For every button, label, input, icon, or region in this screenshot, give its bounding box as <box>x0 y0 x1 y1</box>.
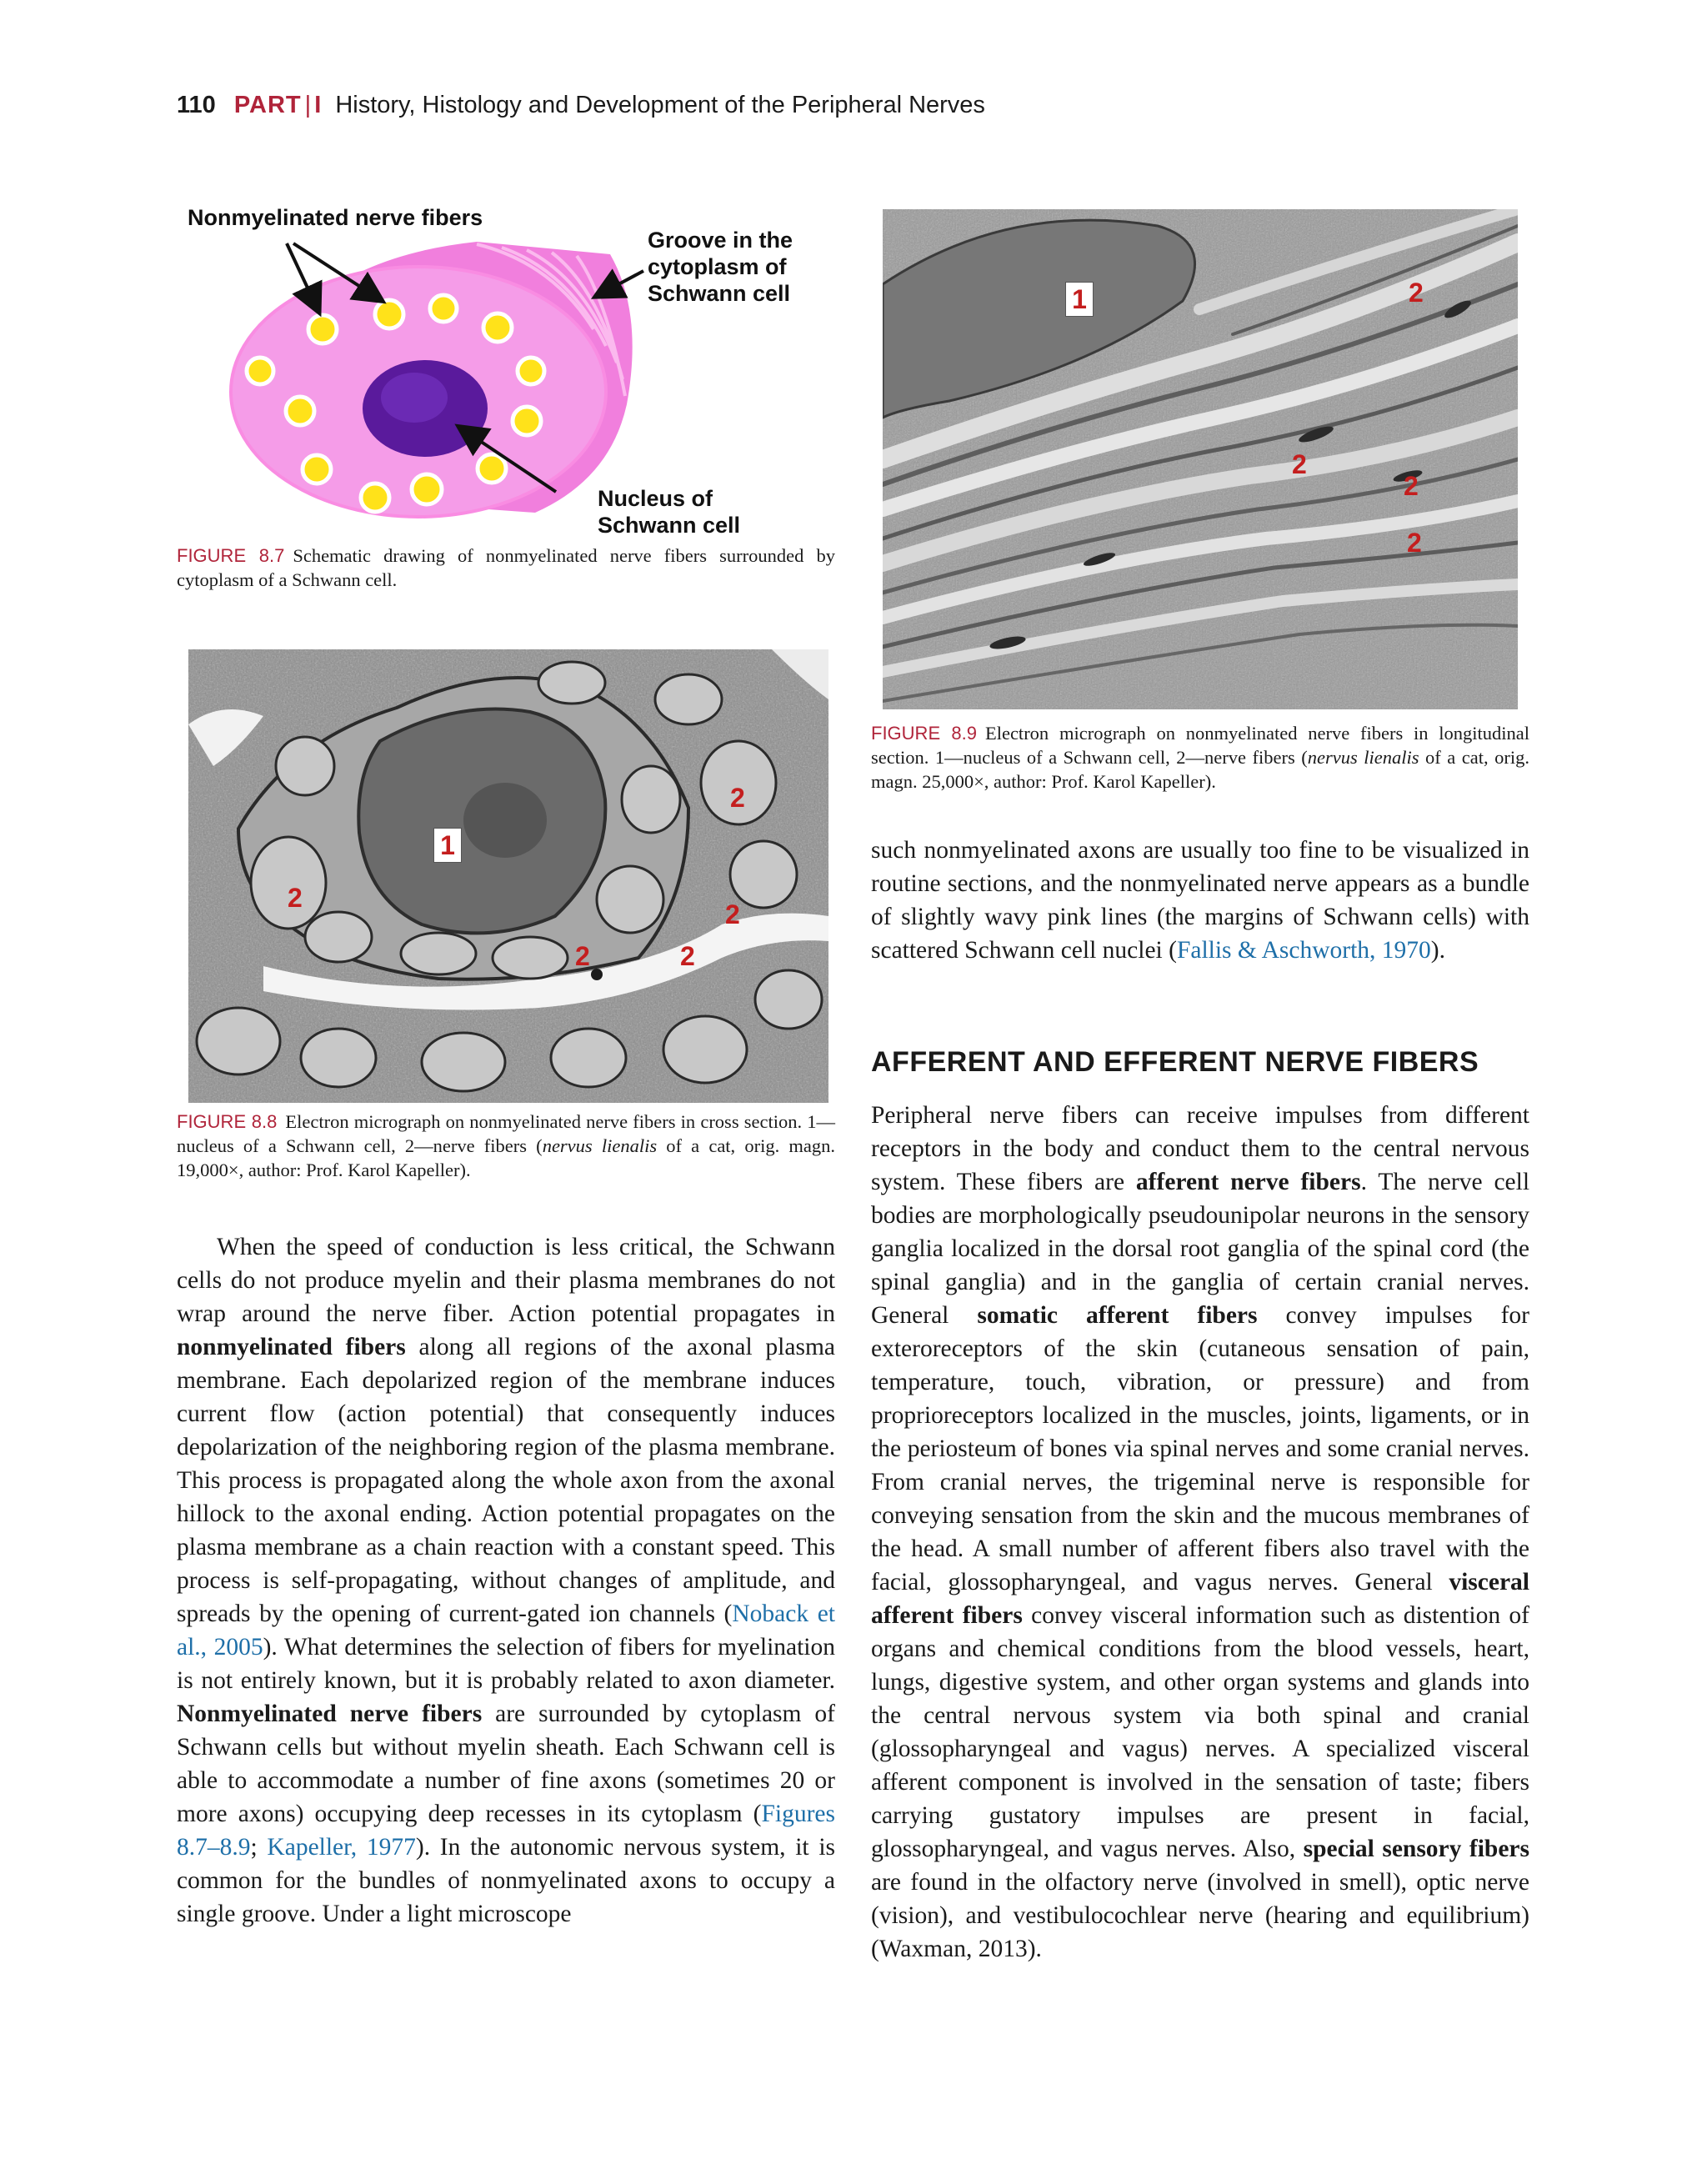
caption-label: FIGURE 8.7 <box>177 545 285 566</box>
nerve-fiber <box>308 315 337 343</box>
right-column-continuation <box>871 834 1529 967</box>
citation-link[interactable]: Noback et al., 2005 <box>177 1600 836 1661</box>
running-header: 110 PART | I History, Histology and Development of the Peripheral Nerves <box>177 92 985 118</box>
left-column-text <box>177 1230 835 1931</box>
figure-8-8-caption: FIGURE 8.8 Electron micrograph on nonmyelinated nerve fibers in cross section. 1—nucleus of a Schwann cell, 2—nerve fibers (nervus lienalis of a cat, orig. magn. 19,000×, author: Prof. Karol Kapeller). <box>177 1111 836 1180</box>
nerve-fiber <box>361 483 389 512</box>
figure-8-9-caption: FIGURE 8.9 Electron micrograph on nonmyelinated nerve fibers in longitudinal section. 1—nucleus of a Schwann cell, 2—nerve fibers (nervus lienalis of a cat, orig. magn. 25,000×, author: Prof. Karol Kapeller). <box>871 723 1530 792</box>
nerve-fiber <box>286 397 314 425</box>
paragraph: When the speed of conduction is less critical, the Schwann cells do not produce myelin and their plasma membranes do not wrap around the nerve fiber. Action potential propagates in nonmyelinated fibers along all regions of the axonal plasma membrane. Each depolarized region of the membrane induces current flow (action potential) that consequently induces depolarization of the neighboring region of the plasma membrane. This process is propagated along the whole axon from the axonal hillock to the axonal ending. Action potential propagates on the plasma membrane as a chain reaction with a constant speed. This process is self-propagating, without changes of amplitude, and spreads by the opening of current-gated ion channels (Noback et al., 2005). What determines the selection of fibers for myelination is not entirely known, but it is probably related to axon diameter. Nonmyelinated nerve fibers are surrounded by cytoplasm of Schwann cells but without myelin sheath. Each Schwann cell is able to accommodate a number of fine axons (sometimes 20 or more axons) occupying deep recesses in its cytoplasm (Figures 8.7–8.9; Kapeller, 1977). In the autonomic nervous system, it is common for the bundles of nonmyelinated axons to occupy a single groove. Under a light microscope <box>177 1234 836 1927</box>
citation-link[interactable]: Kapeller, 1977 <box>267 1834 416 1861</box>
figure-8-7 <box>177 204 843 538</box>
nerve-fiber <box>518 358 544 384</box>
label-nucleus: Nucleus of Schwann cell <box>598 486 741 538</box>
marker-2: 2 <box>1409 278 1424 308</box>
figure-8-7-caption <box>177 543 835 592</box>
nerve-fiber <box>513 407 541 435</box>
figure-8-8-micrograph <box>188 649 828 1103</box>
marker-2: 2 <box>1407 528 1422 558</box>
label-nonmyelinated-fibers: Nonmyelinated nerve fibers <box>188 205 483 230</box>
marker-2: 2 <box>1404 471 1419 501</box>
marker-1: 1 <box>433 828 462 863</box>
paragraph: such nonmyelinated axons are usually too fine to be visualized in routine sections, and the nonmyelinated nerve appears as a bundle of slightly wavy pink lines (the margins of Schwann cells) with scattered Schwann cell nuclei (Fallis & Aschworth, 1970). <box>871 837 1529 964</box>
marker-2: 2 <box>288 883 303 913</box>
figure-link[interactable]: Figures 8.7–8.9 <box>177 1801 835 1861</box>
part-number: I <box>314 92 323 118</box>
label-groove: Groove in the cytoplasm of Schwann cell <box>648 228 793 306</box>
paragraph: Peripheral nerve fibers can receive impulses from different receptors in the body and conduct them to the central nervous system. These fibers are afferent nerve fibers. The nerve cell bodies are morphologically pseudounipolar neurons in the sensory ganglia localized in the dorsal root ganglia of the spinal cord (the spinal ganglia) and in the ganglia of certain cranial nerves. General somatic afferent fibers convey impulses for exteroreceptors of the skin (cutaneous sensation of pain, temperature, touch, vibration, or pressure) and from proprioreceptors localized in the muscles, joints, ligaments, or in the periosteum of bones via spinal nerves and some cranial nerves. From cranial nerves, the trigeminal nerve is responsible for conveying sensation from the skin and the mucous membranes of the head. A small number of afferent fibers also travel with the facial, glossopharyngeal, and vagus nerves. General visceral afferent fibers convey visceral information such as distention of organs and chemical conditions from the blood vessels, heart, lungs, digestive system, and other organ systems and glands into the central nervous system via both spinal and cranial (glossopharyngeal and vagus) nerves. A specialized visceral afferent component is involved in the sensation of taste; fibers carrying gustatory impulses are present in facial, glossopharyngeal, and vagus nerves. Also, special sensory fibers are found in the olfactory nerve (involved in smell), optic nerve (vision), and vestibulocochlear nerve (hearing and equilibrium) (Waxman, 2013). <box>871 1102 1530 1962</box>
page-number: 110 <box>177 92 216 118</box>
marker-2: 2 <box>725 899 740 929</box>
marker-1: 1 <box>1065 282 1094 317</box>
nerve-fiber <box>303 455 331 483</box>
nerve-fiber <box>412 474 442 504</box>
header-title: History, Histology and Development of the Peripheral Nerves <box>335 92 985 118</box>
citation-link[interactable]: Fallis & Aschworth, 1970 <box>1176 937 1431 964</box>
caption-label: FIGURE 8.8 <box>177 1111 278 1132</box>
caption-text: Schematic drawing of nonmyelinated nerve fibers surrounded by cytoplasm of a Schwann cell. <box>177 545 835 590</box>
nerve-fiber <box>483 313 512 342</box>
part-label: PART <box>233 92 302 118</box>
marker-2: 2 <box>1292 449 1307 479</box>
marker-2: 2 <box>680 941 695 971</box>
marker-2: 2 <box>575 941 590 971</box>
marker-2: 2 <box>730 783 745 813</box>
nerve-fiber <box>247 358 273 384</box>
figure-8-9-micrograph <box>883 209 1518 709</box>
nerve-fiber <box>478 454 506 483</box>
nerve-fiber <box>430 295 457 322</box>
caption-label: FIGURE 8.9 <box>871 723 977 744</box>
right-column-text <box>871 1099 1529 1966</box>
nerve-fiber <box>375 300 403 328</box>
section-heading: AFFERENT AND EFFERENT NERVE FIBERS <box>871 1046 1479 1078</box>
